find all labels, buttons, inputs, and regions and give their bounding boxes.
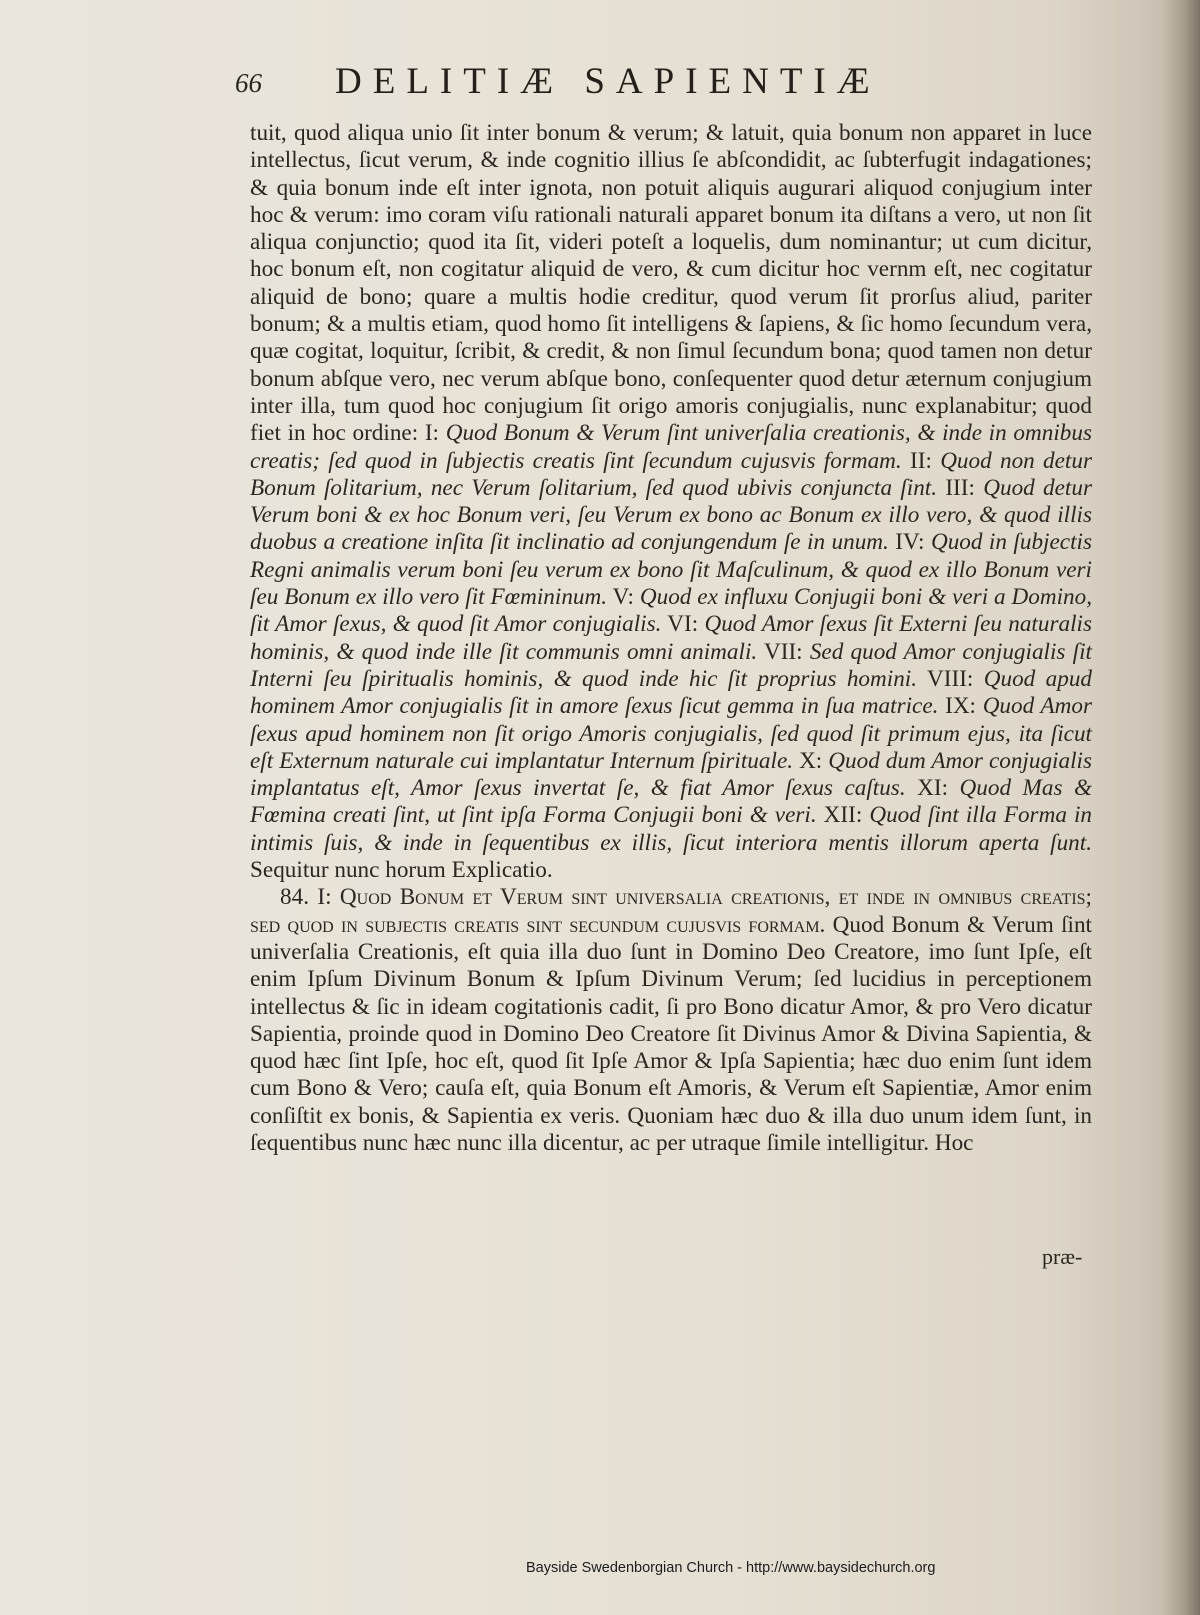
text-run: XII: xyxy=(816,802,870,829)
running-title: DELITIÆ SAPIENTIÆ xyxy=(335,61,881,102)
italic-run: Quod apud hominem Amor conjugialis ſit in amore ſexus ſicut gemma in ſua matrice. xyxy=(250,665,1093,720)
text-run: VIII: xyxy=(917,665,984,692)
body-text xyxy=(250,120,1092,1157)
italic-run: Quod in ſubjectis Regni animalis verum boni ſeu verum ex bono ſit Maſculinum, & quod ex illo Bonum veri ſeu Bonum ex illo vero ſit Fœmininum. xyxy=(250,529,1092,611)
text-run: VII: xyxy=(757,638,810,665)
italic-run: Quod Mas & Fœmina creati ſint, ut ſint ipſa Forma Conjugii boni & veri. xyxy=(250,775,1092,829)
text-run: III: xyxy=(937,474,984,501)
italic-run: Quod dum Amor conjugialis implantatus eſt, Amor ſexus invertat ſe, & fiat Amor ſexus caſtus. xyxy=(250,747,1092,802)
footer-attribution: Bayside Swedenborgian Church - http://www.baysidechurch.org xyxy=(526,1560,936,1576)
catchword: præ- xyxy=(1042,1244,1083,1269)
paragraph-first xyxy=(250,120,1092,884)
italic-run: Quod detur Verum boni & ex hoc Bonum veri, ſeu Verum ex bono ac Bonum ex illo vero, & quod illis duobus a creatione inſita ſit inclinatio ad conjungendum ſe in unum. xyxy=(250,474,1092,556)
italic-run: Quod non detur Bonum ſolitarium, nec Verum ſolitarium, ſed quod ubivis conjuncta ſint. xyxy=(250,447,1092,501)
text-run: tuit, quod aliqua unio ſit inter bonum & verum; & latuit, quia bonum non apparet in luce intellectus, ſicut verum, & inde cognitio illius ſe abſcondidit, ac ſubterfugit indagationes; & quia bonum inde eſt inter ignota, non potuit aliquis augurari aliquod conjugium inter hoc & verum: imo coram viſu rationali naturali apparet bonum ita diſtans a vero, ut non ſit aliqua conjunctio; quod ita ſit, videri poteſt a loquelis, dum nominantur; ut cum dicitur, hoc bonum eſt, non cogitatur aliquid de vero, & cum dicitur hoc vernm eſt, nec cogitatur aliquid de bono; quare a multis hodie creditur, quod verum ſit prorſus aliud, pariter bonum; & a multis etiam, quod homo ſit intelligens & ſapiens, & ſic homo ſecundum vera, quæ cogitat, loquitur, ſcribit, & credit, & non ſimul ſecundum bona; quod tamen non detur bonum abſque vero, nec verum abſque bono, conſequenter quod detur æternum conjugium inter illa, tum quod hoc conjugium ſit origo amoris conjugialis, nunc explanabitur; quod fiet in hoc ordine: I: xyxy=(250,120,1092,447)
italic-run: Quod Amor ſexus ſit Externi ſeu naturalis hominis, & quod inde ille ſit communis omni animali. xyxy=(250,611,1092,665)
text-run: X: xyxy=(793,747,829,774)
text-run: VI: xyxy=(661,611,705,638)
paragraph-heading: Quod Bonum et Verum sint universalia creationis, et inde in omnibus creatis; sed quod in subjectis creatis sint secundum cujusvis formam. xyxy=(250,884,1092,938)
page-gutter-shadow xyxy=(1162,0,1200,1615)
text-run: Sequitur nunc horum Explicatio. xyxy=(250,857,553,884)
italic-run: Quod Amor ſexus apud hominem non ſit origo Amoris conjugialis, ſed quod ſit primum ejus, ita ſicut eſt Externum naturale cui implantatur Internum ſpirituale. xyxy=(250,693,1092,774)
text-run: IX: xyxy=(938,693,983,720)
text-run: IV: xyxy=(888,529,931,556)
italic-run: Quod Bonum & Verum ſint univerſalia creationis, & inde in omnibus creatis; ſed quod in ſubjectis creatis ſint ſecundum cujusvis formam. xyxy=(250,420,1092,474)
text-run: II: xyxy=(901,447,941,474)
italic-run: Quod ex influxu Conjugii boni & veri a Domino, ſit Amor ſexus, & quod ſit Amor conjugialis. xyxy=(250,584,1093,638)
paragraph-number: 84. I: xyxy=(280,884,340,911)
page-number: 66 xyxy=(235,68,262,98)
paragraph-84 xyxy=(250,884,1092,1157)
text-run: V: xyxy=(607,584,640,611)
italic-run: Sed quod Amor conjugialis ſit Interni ſeu ſpiritualis hominis, & quod inde hic ſit proprius homini. xyxy=(250,638,1092,692)
italic-run: Quod ſint illa Forma in intimis ſuis, & inde in ſequentibus ex illis, ſicut interiora mentis illorum aperta ſunt. xyxy=(250,802,1092,856)
text-run: XI: xyxy=(905,775,960,802)
page-header xyxy=(235,58,1095,106)
paragraph-text: Quod Bonum & Verum ſint univerſalia Creationis, eſt quia illa duo ſunt in Domino Deo Creatore, imo ſunt Ipſe, eſt enim Ipſum Divinum Bonum & Ipſum Divinum Verum; ſed lucidius in perceptionem intellectus & ſic in ideam cogitationis cadit, ſi pro Bono dicatur Amor, & pro Vero dicatur Sapientia, proinde quod in Domino Deo Creatore ſit Divinus Amor & Divina Sapientia, & quod hæc ſint Ipſe, hoc eſt, quod ſit Ipſe Amor & Ipſa Sapientia; hæc duo enim ſunt idem cum Bono & Vero; cauſa eſt, quia Bonum eſt Amoris, & Verum eſt Sapientiæ, Amor enim conſiſtit ex bonis, & Sapientia ex veris. Quoniam hæc duo & illa duo unum idem ſunt, in ſequentibus nunc hæc nunc illa dicentur, ac per utraque ſimile intelligitur. Hoc xyxy=(250,911,1093,1156)
